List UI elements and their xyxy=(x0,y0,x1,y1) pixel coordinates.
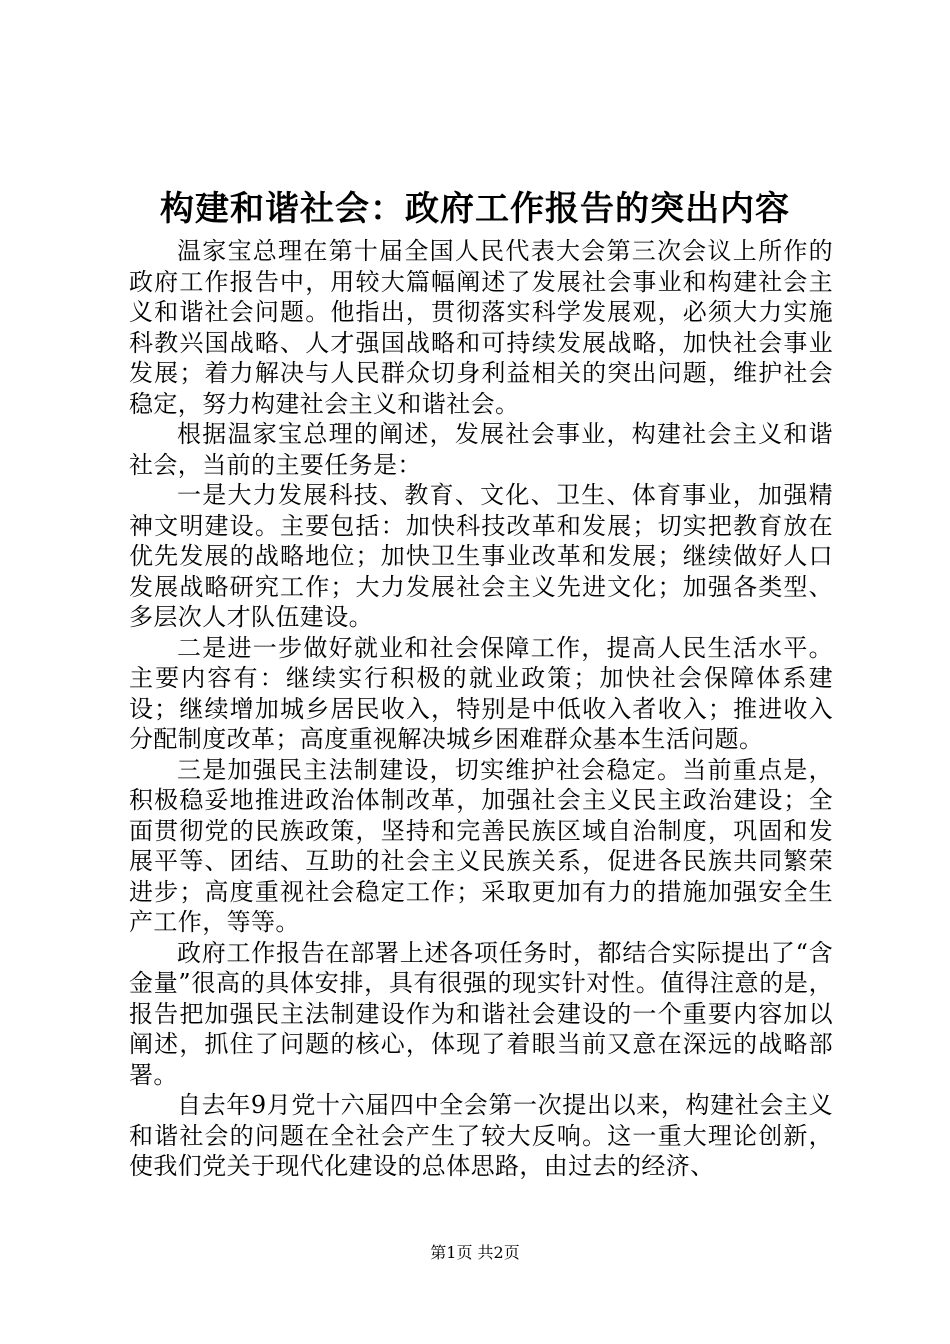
paragraph: 二是进一步做好就业和社会保障工作，提高人民生活水平。主要内容有：继续实行积极的就业政策；加快社会保障体系建设；继续增加城乡居民收入，特别是中低收入者收入；推进收入分配制度改革；高度重视解决城乡困难群众基本生活问题。 xyxy=(129,633,833,753)
paragraph: 自去年9月党十六届四中全会第一次提出以来，构建社会主义和谐社会的问题在全社会产生了较大反响。这一重大理论创新，使我们党关于现代化建设的总体思路，由过去的经济、 xyxy=(129,1091,833,1180)
document-title: 构建和谐社会：政府工作报告的突出内容 xyxy=(160,189,790,229)
paragraph: 一是大力发展科技、教育、文化、卫生、体育事业，加强精神文明建设。主要包括：加快科技改革和发展；切实把教育放在优先发展的战略地位；加快卫生事业改革和发展；继续做好人口发展战略研究工作；大力发展社会主义先进文化；加强各类型、多层次人才队伍建设。 xyxy=(129,481,833,631)
paragraph: 根据温家宝总理的阐述，发展社会事业，构建社会主义和谐社会，当前的主要任务是： xyxy=(129,420,833,479)
paragraph: 三是加强民主法制建设，切实维护社会稳定。当前重点是，积极稳妥地推进政治体制改革，加强社会主义民主政治建设；全面贯彻党的民族政策，坚持和完善民族区域自治制度，巩固和发展平等、团结、互助的社会主义民族关系，促进各民族共同繁荣进步；高度重视社会稳定工作；采取更加有力的措施加强安全生产工作，等等。 xyxy=(129,755,833,936)
paragraph: 温家宝总理在第十届全国人民代表大会第三次会议上所作的政府工作报告中，用较大篇幅阐述了发展社会事业和构建社会主义和谐社会问题。他指出，贯彻落实科学发展观，必须大力实施科教兴国战略、人才强国战略和可持续发展战略，加快社会事业发展；着力解决与人民群众切身利益相关的突出问题，维护社会稳定，努力构建社会主义和谐社会。 xyxy=(129,237,833,418)
paragraph: 政府工作报告在部署上述各项任务时，都结合实际提出了“含金量”很高的具体安排，具有很强的现实针对性。值得注意的是，报告把加强民主法制建设作为和谐社会建设的一个重要内容加以阐述，抓住了问题的核心，体现了着眼当前又意在深远的战略部署。 xyxy=(129,938,833,1089)
page-number-footer: 第1页 共2页 xyxy=(430,1243,520,1262)
document-body xyxy=(129,236,833,1182)
